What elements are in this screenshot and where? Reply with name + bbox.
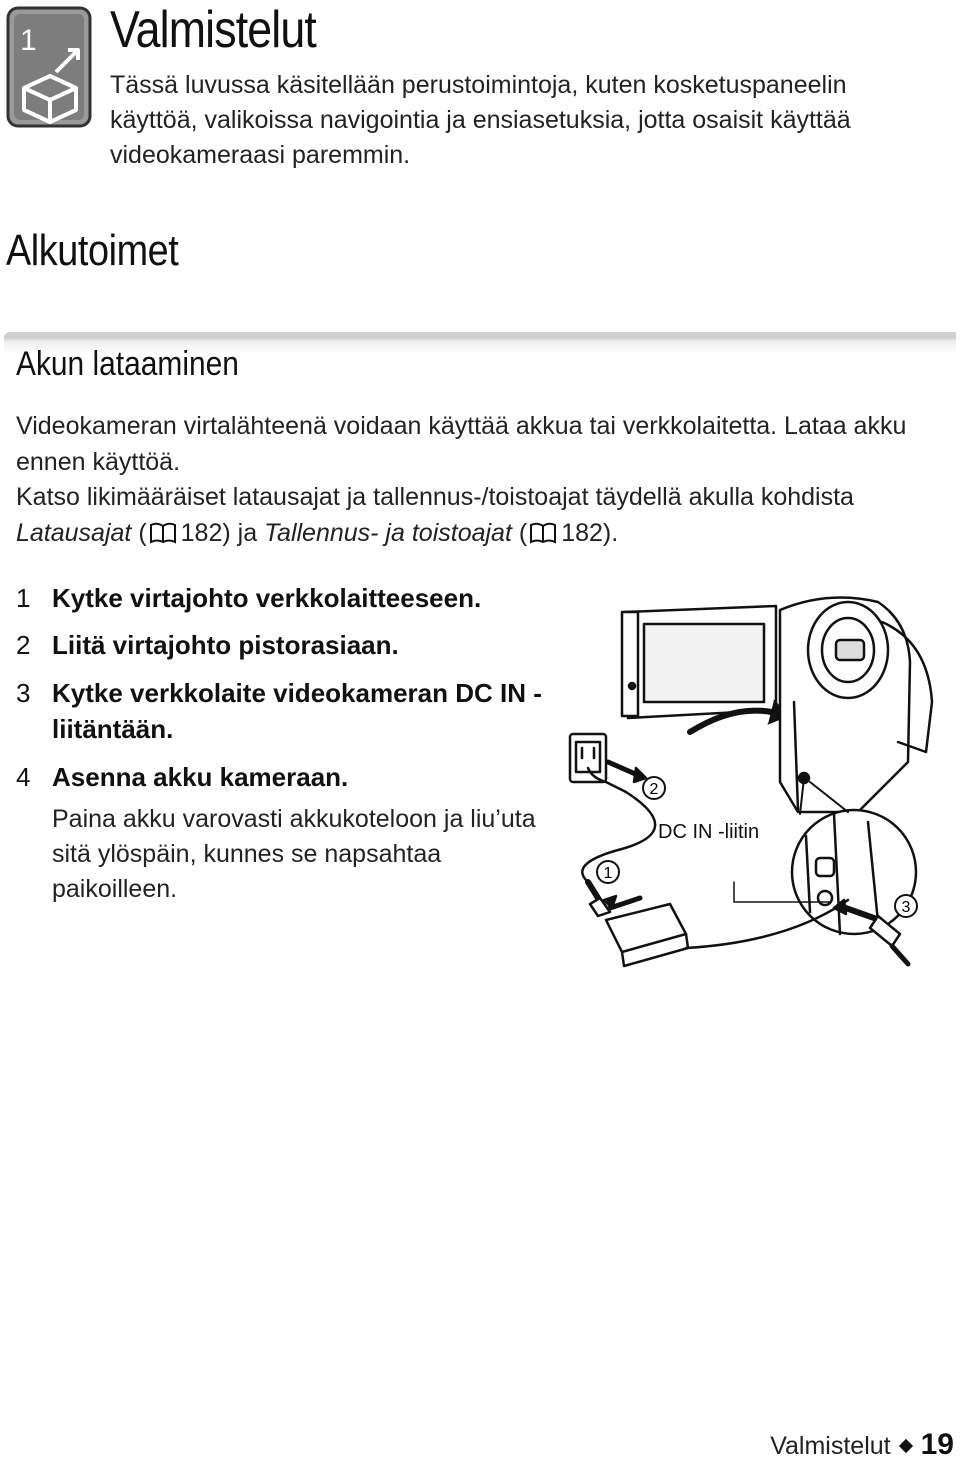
lcd-panel (622, 606, 776, 718)
reference-text: Katso likimääräiset latausajat ja tallennus-/toistoajat täydellä akulla kohdista (16, 483, 854, 511)
footer-section: Valmistelut (770, 1432, 891, 1460)
reference-page[interactable]: 182 (561, 519, 603, 547)
page-number: 19 (920, 1428, 954, 1461)
section-title: Alkutoimet (6, 226, 179, 275)
chapter-title: Valmistelut (110, 1, 316, 59)
step-2: 2 Liitä virtajohto pistorasiaan. (16, 630, 399, 660)
svg-text:1: 1 (603, 865, 613, 882)
callout-3 (895, 895, 917, 917)
reference-link-charging-times[interactable]: Latausajat (16, 519, 132, 547)
callout-2 (643, 777, 665, 799)
dc-in-label: DC IN -liitin (658, 821, 760, 843)
page-footer (770, 1428, 954, 1462)
reference-link-recording-times[interactable]: Tallennus- ja toistoajat (264, 519, 512, 547)
svg-text:2: 2 (649, 781, 659, 798)
callout-1 (597, 861, 619, 883)
chapter-badge (6, 6, 92, 128)
subsection-title: Akun lataaminen (16, 345, 239, 383)
reference-paragraph: Katso likimääräiset latausajat ja tallennus-/toistoajat täydellä akulla kohdista Latausajat ( 182) ja Tallennus- ja toistoajat ( 182). (16, 483, 854, 547)
chapter-number: 1 (20, 24, 37, 57)
wall-outlet (570, 734, 646, 792)
book-icon (149, 522, 177, 544)
reference-page[interactable]: 182 (180, 519, 223, 547)
step-4: 4 Asenna akku kameraan. (16, 762, 349, 792)
step-4-note: Paina akku varovasti akkukoteloon ja liu’uta sitä ylöspäin, kunnes se napsahtaa paikoilleen. (52, 805, 536, 903)
intro-paragraph: Videokameran virtalähteenä voidaan käyttää akkua tai verkkolaitetta. Lataa akku ennen käyttöä. (16, 412, 907, 476)
step-3: 3 Kytke verkkolaite videokameran DC IN -liitäntään. (16, 678, 542, 744)
step-1: 1 Kytke virtajohto verkkolaitteeseen. (16, 583, 482, 613)
reference-joiner: ja (230, 519, 265, 547)
camcorder-connection-illustration (548, 582, 958, 982)
chapter-intro: Tässä luvussa käsitellään perustoimintoja, kuten kosketuspaneelin käyttöä, valikoissa navigointia ja ensiasetuksia, jotta osaisit käyttää videokameraasi paremmin. (110, 71, 851, 169)
diamond-icon (899, 1439, 913, 1453)
book-icon (529, 522, 557, 544)
svg-text:3: 3 (901, 899, 911, 916)
